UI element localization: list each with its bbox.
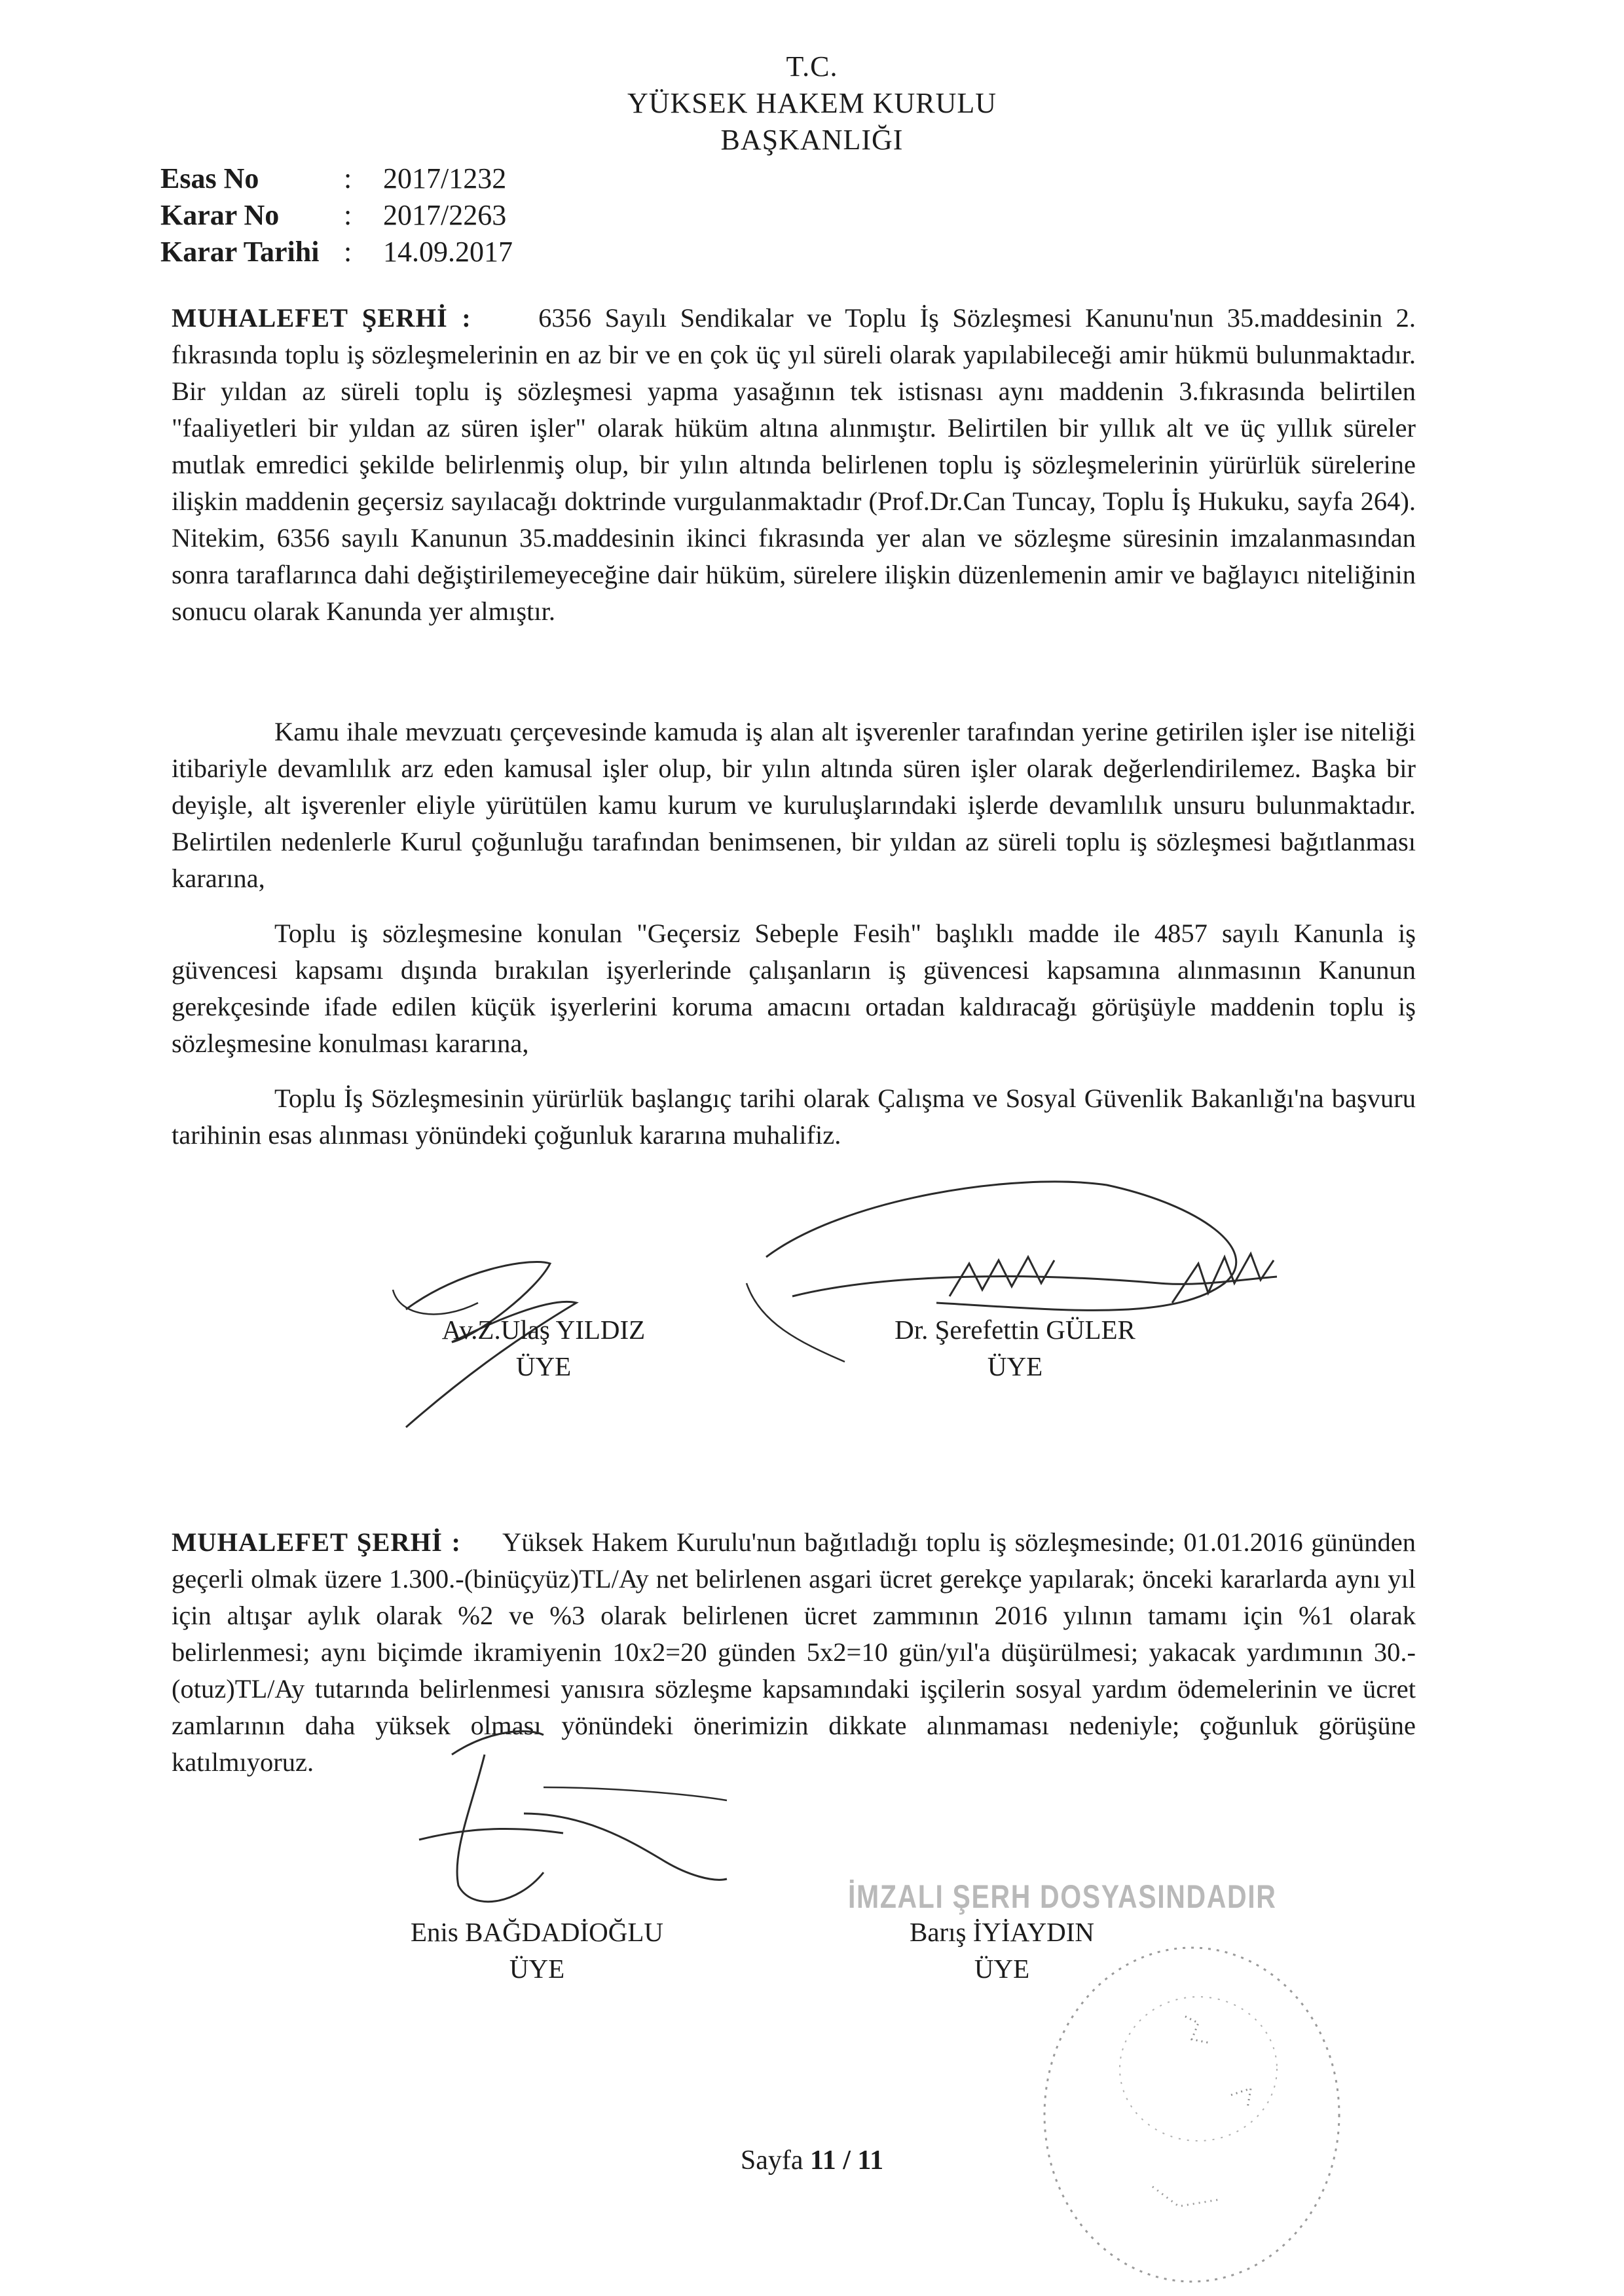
opinion2-text-1: Yüksek Hakem Kurulu'nun bağıtladığı toplu iş sözleşmesinde; 01.01.2016 gününden geçerli olmak üzere 1.300.-(binüçyüz)TL/Ay net belirlenen asgari ücret gerekçe yapılarak; önceki kararlarda aynı yıl için altışar aylık olarak %2 ve %3 olarak belirlenen ücret zammının 2016 yılının tamamı için %1 olarak belirlenmesi; aynı biçimde ikramiyenin 10x2=20 günden 5x2=10 gün/yıl'a düşürülmesi; yakacak yardımının 30.-(otuz)TL/Ay tutarında belirlenmesi yanısıra sözleşme kapsamındaki işçilerin sosyal yardım ödemelerinin ve ücret zamlarının daha yüksek olması yönündeki önerimizin dikkate alınmaması nedeniyle; çoğunluk görüşüne katılmıyoruz. (172, 1527, 1416, 1777)
header-department: BAŞKANLIĞI (720, 124, 904, 156)
opinion1-paragraph-1 (172, 300, 1416, 630)
header-tc: T.C. (786, 50, 838, 82)
opinion2-paragraph-1 (172, 1524, 1416, 1781)
signature-name: Barış İYİAYDIN (909, 1917, 1095, 1947)
meta-karar-tarihi (160, 234, 513, 270)
signature-iyiaydin (838, 1914, 1166, 1987)
signature-name: Av.Z.Ulaş YILDIZ (441, 1315, 646, 1345)
opinion1-paragraph-4: Toplu İş Sözleşmesinin yürürlük başlangıç tarihi olarak Çalışma ve Sosyal Güvenlik Bakanlığı'na başvuru tarihinin esas alınması yönündeki çoğunluk kararına muhalifiz. (172, 1084, 1416, 1150)
meta-colon: : (344, 236, 352, 268)
meta-label: Karar No (160, 199, 280, 231)
stamp-signed-annotation: İMZALI ŞERH DOSYASINDADIR (848, 1878, 1277, 1915)
opinion2-lead: MUHALEFET ŞERHİ : (172, 1527, 462, 1557)
signature-yildiz (373, 1311, 714, 1385)
meta-colon: : (344, 199, 352, 231)
signature-guler (845, 1311, 1185, 1385)
footer-prefix: Sayfa (740, 2145, 803, 2176)
signature-bagdadioglu (367, 1914, 707, 1987)
signature-name: Dr. Şerefettin GÜLER (895, 1315, 1135, 1345)
meta-karar-no (160, 197, 506, 234)
seal-stamp-icon (1035, 1938, 1349, 2291)
opinion1-paragraph-3: Toplu iş sözleşmesine konulan "Geçersiz Sebeple Fesih" başlıklı madde ile 4857 sayılı Kanunla iş güvencesi kapsamı dışında bırakılan işyerlerinde çalışanların iş güvencesi kapsamına alınmasının Kanunun gerekçesinde ifade edilen küçük işyerlerini koruma amacını ortadan kaldıracağı görüşüyle maddenin toplu iş sözleşmesine konulması kararına, (172, 919, 1416, 1058)
opinion1-lead: MUHALEFET ŞERHİ : (172, 303, 471, 333)
signature-role: ÜYE (987, 1351, 1043, 1381)
signature-role: ÜYE (974, 1954, 1030, 1984)
signature-bagdadioglu-icon (413, 1715, 740, 1931)
signature-role: ÜYE (509, 1954, 565, 1984)
meta-value: 2017/1232 (383, 162, 507, 194)
signature-name: Enis BAĞDADİOĞLU (410, 1917, 664, 1947)
opinion1-text-1: 6356 Sayılı Sendikalar ve Toplu İş Sözleşmesi Kanunu'nun 35.maddesinin 2. fıkrasında toplu iş sözleşmelerinin en az bir ve en çok üç yıl süreli olarak yapılabileceği amir hükmü bulunmaktadır. Bir yıldan az süreli toplu iş sözleşmesi yapma yasağının tek istisnası aynı maddenin 3.fıkrasında belirtilen "faaliyetleri bir yıldan az süren işler" olarak hüküm altına alınmıştır. Belirtilen bir yıllık alt ve üç yıllık süreler mutlak emredici şekilde belirlenmiş olup, bir yılın altında belirlenen toplu iş sözleşmelerinin yürürlük sürelerine ilişkin maddenin geçersiz sayılacağı doktrinde vurgulanmaktadır (Prof.Dr.Can Tuncay, Toplu İş Hukuku, sayfa 264). Nitekim, 6356 sayılı Kanunun 35.maddesinin ikinci fıkrasında yer alan ve sözleşme süresinin imzalanmasından sonra taraflarınca dahi değiştirilemeyeceğine dair hüküm, sürelere ilişkin düzenlemenin amir ve bağlayıcı niteliğinin sonucu olarak Kanunda yer almıştır. (172, 303, 1416, 626)
meta-colon: : (344, 162, 352, 194)
meta-value: 2017/2263 (383, 199, 507, 231)
signature-role: ÜYE (515, 1351, 572, 1381)
meta-label: Esas No (160, 162, 259, 194)
meta-esas-no (160, 160, 506, 197)
opinion1-paragraph-2: Kamu ihale mevzuatı çerçevesinde kamuda iş alan alt işverenler tarafından yerine getirilen işler ise niteliği itibariyle devamlılık arz eden kamusal işler olup, bir yılın altında süren işler olarak değerlendirilemez. Başka bir deyişle, alt işverenler eliyle yürütülen kamu kurum ve kuruluşlarındaki işlerde devamlılık unsuru bulunmaktadır. Belirtilen nedenlerle Kurul çoğunluğu tarafından benimsenen, bir yıldan az süreli toplu iş sözleşmesi bağıtlanması kararına, (172, 717, 1416, 893)
footer-page-number: 11 / 11 (810, 2145, 884, 2176)
header-institution: YÜKSEK HAKEM KURULU (627, 87, 997, 119)
meta-value: 14.09.2017 (383, 236, 513, 268)
meta-label: Karar Tarihi (160, 236, 320, 268)
page-footer (0, 2145, 1624, 2176)
